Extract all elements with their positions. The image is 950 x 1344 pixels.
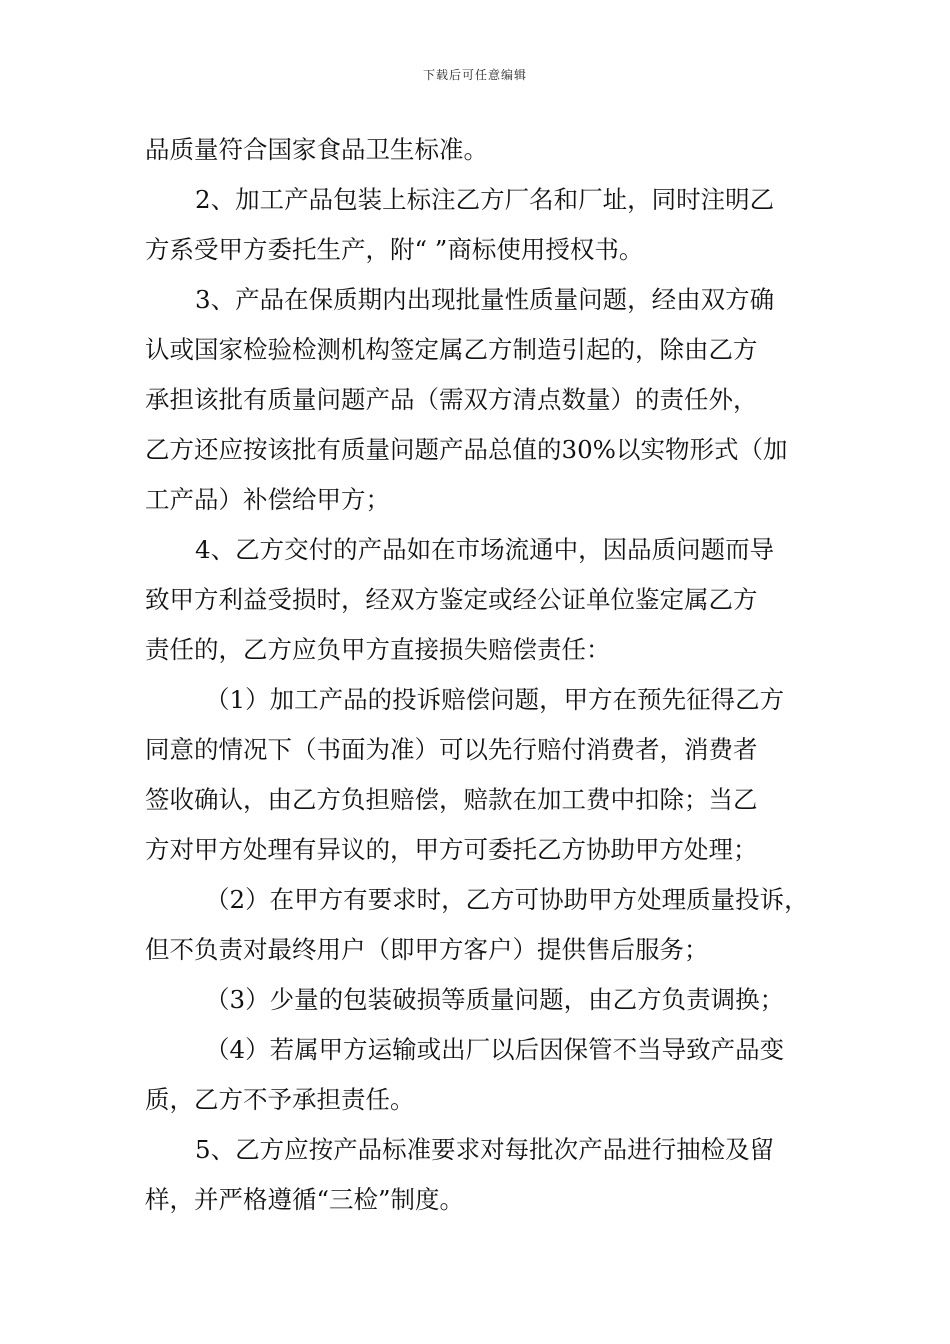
- text-line: 同意的情况下（书面为准）可以先行赔付消费者，消费者: [145, 735, 758, 764]
- text-line: 5、乙方应按产品标准要求对每批次产品进行抽检及留: [195, 1135, 775, 1164]
- text-line: 3、产品在保质期内出现批量性质量问题，经由双方确: [195, 285, 775, 314]
- text-line: 品质量符合国家食品卫生标准。: [145, 135, 488, 164]
- text-line: （4）若属甲方运输或出厂以后因保管不当导致产品变: [205, 1035, 785, 1064]
- text-line: 样，并严格遵循“三检”制度。: [145, 1185, 465, 1214]
- text-line: 乙方还应按该批有质量问题产品总值的30%以实物形式（加: [145, 435, 788, 464]
- text-line: 4、乙方交付的产品如在市场流通中，因品质问题而导: [195, 535, 775, 564]
- text-line: 质，乙方不予承担责任。: [145, 1085, 415, 1114]
- text-line: （3）少量的包装破损等质量问题，由乙方负责调换；: [205, 985, 785, 1014]
- text-line: （1）加工产品的投诉赔偿问题，甲方在预先征得乙方: [205, 685, 785, 714]
- text-line: 工产品）补偿给甲方；: [145, 485, 390, 514]
- text-line: 致甲方利益受损时，经双方鉴定或经公证单位鉴定属乙方: [145, 585, 758, 614]
- text-line: 2、加工产品包装上标注乙方厂名和厂址，同时注明乙: [195, 185, 775, 214]
- text-line: 方系受甲方委托生产，附“ ”商标使用授权书。: [145, 235, 644, 264]
- header-note: 下载后可任意编辑: [422, 68, 527, 82]
- text-line: 但不负责对最终用户（即甲方客户）提供售后服务；: [145, 935, 709, 964]
- text-line: 责任的，乙方应负甲方直接损失赔偿责任：: [145, 635, 611, 664]
- text-line: （2）在甲方有要求时，乙方可协助甲方处理质量投诉，: [205, 885, 809, 914]
- text-line: 承担该批有质量问题产品（需双方清点数量）的责任外，: [145, 385, 758, 414]
- text-line: 签收确认，由乙方负担赔偿，赔款在加工费中扣除；当乙: [145, 785, 758, 814]
- text-line: 认或国家检验检测机构签定属乙方制造引起的，除由乙方: [145, 335, 758, 364]
- document-body: [145, 125, 815, 1225]
- text-line: 方对甲方处理有异议的，甲方可委托乙方协助甲方处理；: [145, 835, 758, 864]
